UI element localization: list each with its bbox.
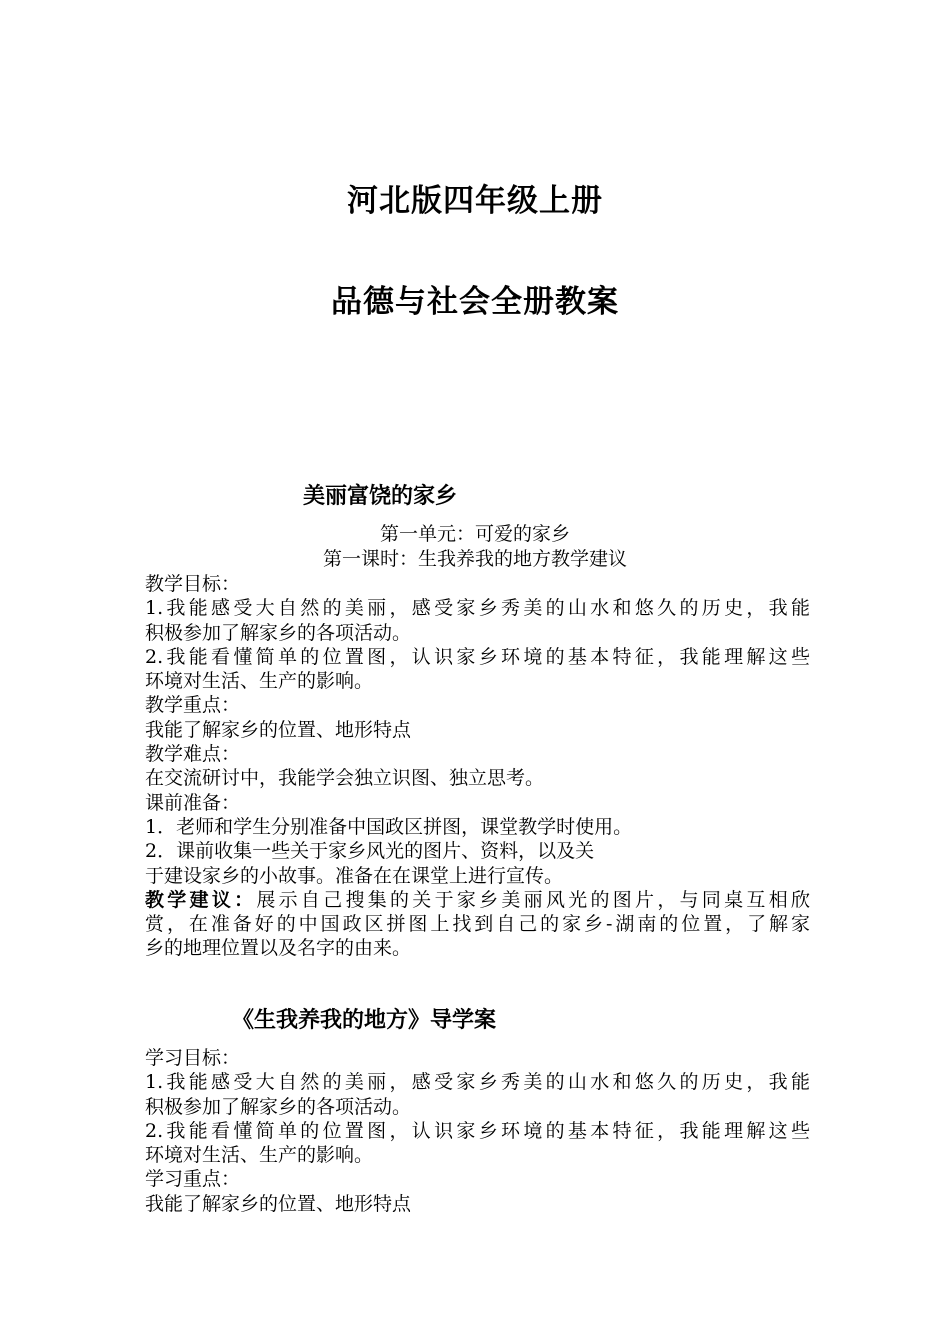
learning-objectives-label: 学习目标： (145, 1047, 241, 1069)
suggestion-line2: 赏，在准备好的中国政区拼图上找到自己的家乡-湖南的位置，了解家 (145, 913, 810, 936)
learning-keypoint-label: 学习重点： (145, 1168, 241, 1191)
learning-objective2-line1: 2.我能看懂简单的位置图，认识家乡环境的基本特征，我能理解这些 (145, 1119, 810, 1142)
document-title-line2: 品德与社会全册教案 (331, 284, 619, 320)
section1-heading: 美丽富饶的家乡 (303, 484, 458, 509)
suggestion-line1 (145, 888, 810, 912)
section2-body (145, 1046, 810, 1216)
objective2-line1: 2.我能看懂简单的位置图，认识家乡环境的基本特征，我能理解这些 (145, 645, 810, 668)
section2-heading: 《生我养我的地方》导学案 (232, 1008, 497, 1033)
learning-keypoint-text: 我能了解家乡的位置、地形特点 (145, 1192, 412, 1215)
prep-item-2-line2: 于建设家乡的小故事。准备在在课堂上进行宣传。 (145, 864, 564, 887)
keypoint-label: 教学重点： (145, 694, 241, 717)
lesson-title: 第一课时：生我养我的地方教学建议 (322, 548, 627, 570)
learning-objective2-line2: 环境对生活、生产的影响。 (145, 1144, 374, 1167)
prep-label: 课前准备： (145, 791, 241, 814)
document-title-line1: 河北版四年级上册 (347, 183, 603, 219)
prep-item-2-line1: 2．课前收集一些关于家乡风光的图片、资料，以及关 (145, 840, 595, 863)
keypoint-text: 我能了解家乡的位置、地形特点 (145, 718, 412, 741)
prep-item-1: 1．老师和学生分别准备中国政区拼图，课堂教学时使用。 (145, 815, 633, 838)
unit-title: 第一单元：可爱的家乡 (379, 523, 570, 545)
difficulty-label: 教学难点： (145, 743, 241, 766)
difficulty-text: 在交流研讨中，我能学会独立识图、独立思考。 (145, 767, 545, 790)
objective1-line1: 1.我能感受大自然的美丽，感受家乡秀美的山水和悠久的历史，我能 (145, 597, 810, 620)
objectives-label: 教学目标： (145, 573, 241, 595)
learning-objective1-line2: 积极参加了解家乡的各项活动。 (145, 1095, 412, 1118)
objective2-line2: 环境对生活、生产的影响。 (145, 670, 374, 693)
section1-body (145, 572, 810, 961)
objective1-line2: 积极参加了解家乡的各项活动。 (145, 621, 412, 644)
learning-objective1-line1: 1.我能感受大自然的美丽，感受家乡秀美的山水和悠久的历史，我能 (145, 1071, 810, 1094)
suggestion-text-1: 展示自己搜集的关于家乡美丽风光的图片，与同桌互相欣 (256, 888, 810, 911)
suggestion-label: 教学建议： (145, 888, 257, 911)
suggestion-line3: 乡的地理位置以及名字的由来。 (145, 937, 412, 960)
